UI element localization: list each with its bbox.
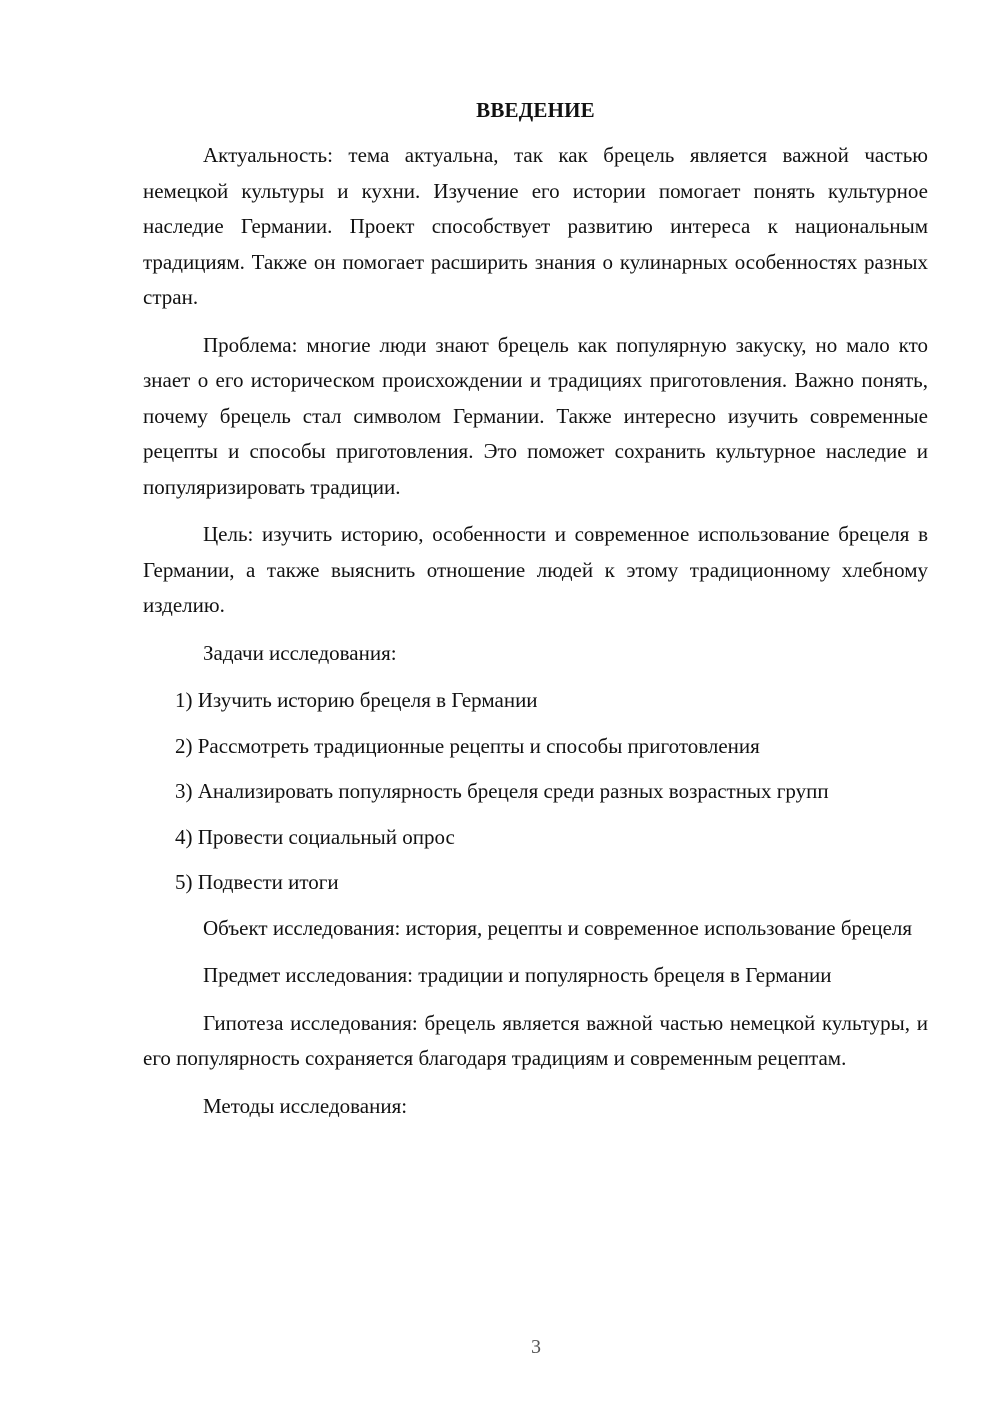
- tasks-list: [143, 683, 928, 901]
- page-number: 3: [531, 1336, 541, 1358]
- paragraph-object: Объект исследования: история, рецепты и современное использование брецеля: [203, 915, 913, 940]
- paragraph-subject: Предмет исследования: традиции и популярность брецеля в Германии: [203, 963, 832, 987]
- tasks-heading: Задачи исследования:: [203, 640, 397, 665]
- paragraph-hypothesis: Гипотеза исследования: брецель является важной частью немецкой культуры, и его популярность сохраняется благодаря традициям и современным рецептам.: [143, 1010, 928, 1070]
- page-content: [143, 96, 928, 1136]
- task-item: 4) Провести социальный опрос: [175, 824, 455, 849]
- paragraph-problem: Проблема: многие люди знают брецель как популярную закуску, но мало кто знает о его историческом происхождении и традициях приготовления. Важно понять, почему брецель стал символом Германии. Также интересно изучить современные рецепты и способы приготовления. Это поможет сохранить культурное наследие и популяризировать традиции.: [143, 332, 928, 499]
- task-item: 3) Анализировать популярность брецеля среди разных возрастных групп: [175, 779, 829, 803]
- task-item: 5) Подвести итоги: [175, 870, 339, 894]
- task-item: 2) Рассмотреть традиционные рецепты и способы приготовления: [175, 733, 760, 758]
- paragraph-relevance: Актуальность: тема актуальна, так как брецель является важной частью немецкой культуры и кухни. Изучение его истории помогает понять культурное наследие Германии. Проект способствует развитию интереса к национальным традициям. Также он помогает расширить знания о кулинарных особенностях разных стран.: [143, 143, 928, 309]
- methods-heading: Методы исследования:: [203, 1093, 408, 1118]
- paragraph-goal: Цель: изучить историю, особенности и современное использование брецеля в Германии, а также выяснить отношение людей к этому традиционному хлебному изделию.: [143, 522, 928, 617]
- page-title: ВВЕДЕНИЕ: [476, 98, 595, 122]
- task-item: 1) Изучить историю брецеля в Германии: [175, 688, 538, 712]
